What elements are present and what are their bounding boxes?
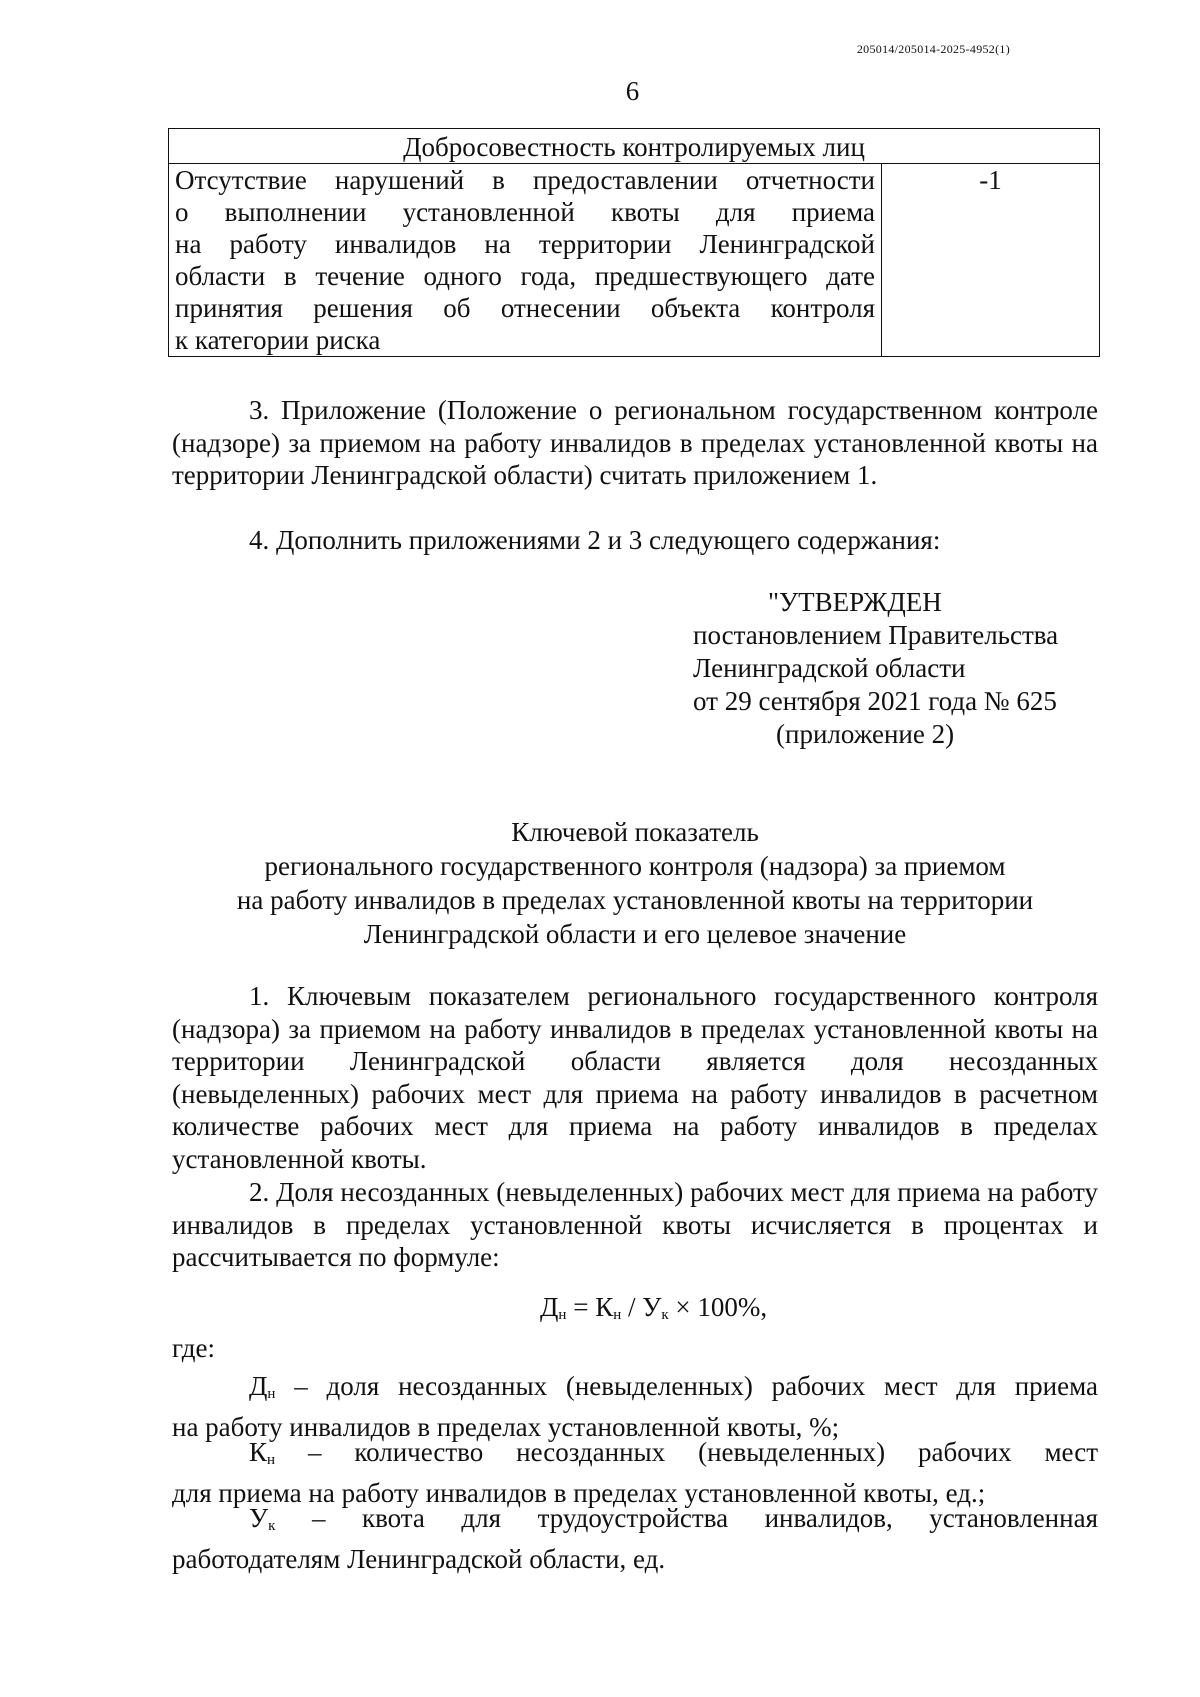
criterion-line: принятия решения об отнесении объекта контроля	[175, 293, 875, 323]
table-row	[169, 164, 1100, 357]
formula-eq: =	[566, 1292, 596, 1322]
def-text: – количество несозданных (невыделенных) рабочих мест	[275, 1437, 1098, 1467]
criterion-line: области в течение одного года, предшествующего дате	[175, 261, 875, 291]
formula-k-sub: н	[613, 1307, 622, 1323]
formula-tail: × 100%,	[668, 1292, 768, 1322]
title-line: на работу инвалидов в пределах установленной квоты на территории	[236, 885, 1034, 915]
formula-div: /	[621, 1292, 643, 1322]
definition-u	[172, 1502, 1098, 1576]
approval-line: "УТВЕРЖДЕН	[768, 587, 942, 617]
def-text-cont: на работу инвалидов в пределах установленной квоты, %;	[172, 1412, 840, 1442]
table-header-row	[169, 129, 1100, 164]
paragraph-4: 4. Дополнить приложениями 2 и 3 следующего содержания:	[249, 525, 941, 555]
table-header: Добросовестность контролируемых лиц	[169, 129, 1100, 164]
appendix-title	[172, 815, 1098, 951]
approval-line: от 29 сентября 2021 года № 625	[693, 686, 1057, 716]
document-id: 205014/205014-2025-4952(1)	[856, 42, 1010, 56]
criterion-line: Отсутствие нарушений в предоставлении отчетности	[175, 165, 875, 195]
def-text-cont: работодателям Ленинградской области, ед.	[172, 1544, 666, 1574]
criterion-line: о выполнении установленной квоты для приема	[175, 197, 875, 227]
page-number: 6	[625, 76, 640, 106]
formula	[540, 1292, 767, 1324]
def-text: – доля несозданных (невыделенных) рабочих мест для приема	[275, 1371, 1098, 1401]
def-text: – квота для трудоустройства инвалидов, установленная	[275, 1503, 1098, 1533]
def-symbol-sub: н	[267, 1386, 276, 1402]
formula-d-sub: н	[558, 1307, 567, 1323]
criterion-line: к категории риска	[175, 325, 381, 355]
def-text-cont: для приема на работу инвалидов в пределах установленной квоты, ед.;	[172, 1478, 986, 1508]
formula-k: К	[595, 1292, 614, 1322]
approval-line: Ленинградской области	[693, 653, 966, 683]
approval-line: постановлением Правительства	[693, 620, 1059, 650]
formula-d: Д	[540, 1292, 559, 1322]
item-1: 1. Ключевым показателем регионального государственного контроля (надзора) за приемом на работу инвалидов в пределах установленной квоты на территории Ленинградской области является доля несозданных (невыделенных) рабочих мест для приема на работу инвалидов в расчетном количестве рабочих мест для приема на работу инвалидов в пределах установленной квоты.	[172, 981, 1098, 1174]
def-symbol: Д	[249, 1371, 268, 1401]
approval-block	[693, 586, 1058, 751]
def-symbol-sub: к	[268, 1518, 276, 1534]
definition-d	[172, 1370, 1098, 1444]
paragraph-3: 3. Приложение (Положение о региональном государственном контроле (надзоре) за приемом на работу инвалидов в пределах установленной квоты на территории Ленинградской области) считать приложением 1.	[172, 395, 1098, 490]
title-line: регионального государственного контроля (надзора) за приемом	[264, 851, 1006, 881]
def-symbol-sub: н	[267, 1452, 276, 1468]
approval-line: (приложение 2)	[776, 719, 955, 749]
definition-k	[172, 1436, 1098, 1510]
title-line: Ленинградской области и его целевое значение	[363, 919, 907, 949]
title-line: Ключевой показатель	[511, 817, 759, 847]
criterion-cell	[169, 164, 882, 357]
item-2: 2. Доля несозданных (невыделенных) рабочих мест для приема на работу инвалидов в пределах установленной квоты исчисляется в процентах и рассчитывается по формуле:	[172, 1177, 1098, 1272]
formula-u-sub: к	[661, 1307, 669, 1323]
where-label: где:	[172, 1333, 215, 1363]
def-symbol: У	[249, 1503, 269, 1533]
def-symbol: К	[249, 1437, 268, 1467]
criterion-line: на работу инвалидов на территории Ленинградской	[175, 229, 875, 259]
risk-criteria-table	[168, 128, 1100, 357]
criterion-value: -1	[882, 164, 1100, 357]
formula-u: У	[642, 1292, 662, 1322]
